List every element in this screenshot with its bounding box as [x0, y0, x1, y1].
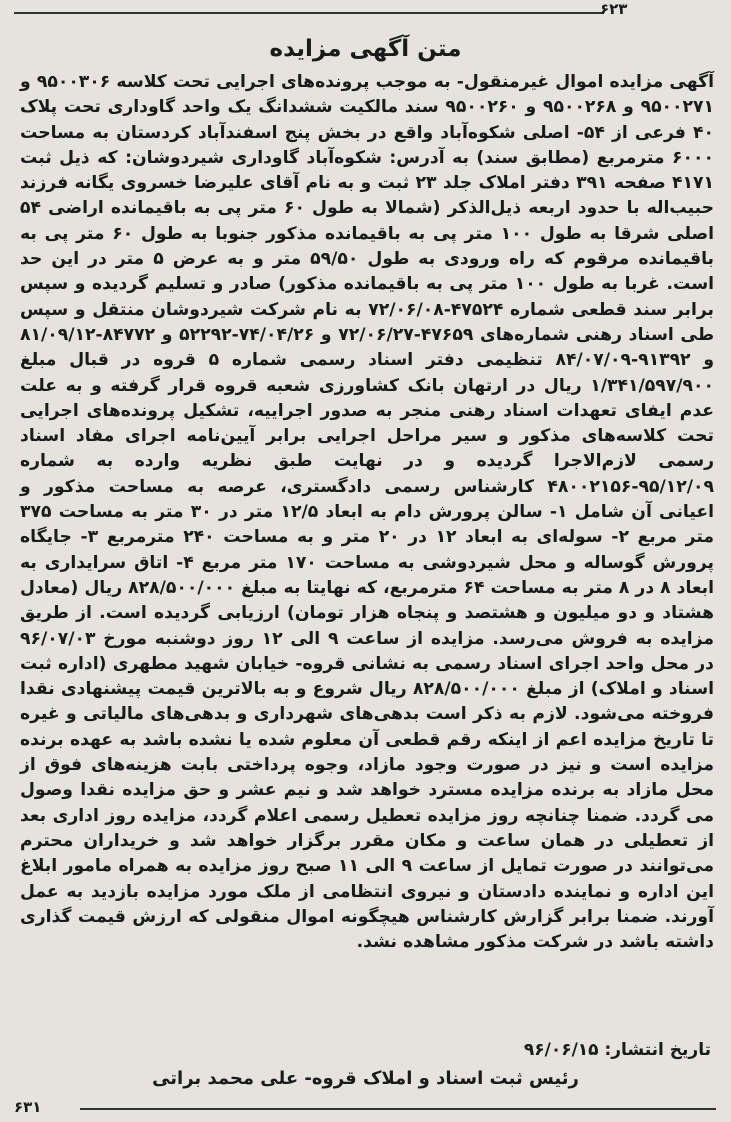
bottom-footer [0, 1098, 731, 1122]
signature-line: رئیس ثبت اسناد و املاک قروه- علی محمد براتی [152, 1068, 579, 1089]
notice-title: متن آگهی مزایده [269, 36, 462, 62]
top-header [0, 0, 731, 20]
top-divider [14, 12, 604, 14]
bottom-divider [80, 1108, 716, 1110]
publication-date: تاریخ انتشار: ۹۶/۰۶/۱۵ [523, 1040, 711, 1060]
notice-body: آگهی مزایده اموال غیرمنقول- به موجب پرونده‌های اجرایی تحت کلاسه ۹۵۰۰۳۰۶ و ۹۵۰۰۲۷۱ و ۹۵۰۰۲۶۸ و ۹۵۰۰۲۶۰ سند مالکیت ششدانگ یک واحد گاوداری تحت پلاک ۴۰ فرعی از ۵۴- اصلی شکوه‌آباد واقع در بخش پنج اسفندآباد کردستان به مساحت ۶۰۰۰ مترمربع (مطابق سند) به آدرس: شکوه‌آباد گاوداری شیردوشان: که ذیل ثبت ۴۱۷۱ صفحه ۳۹۱ دفتر املاک جلد ۲۳ ثبت و به نام آقای علیرضا خسروی یگانه فرزند حبیب‌اله با حدود اربعه ذیل‌الذکر (شمالا به طول ۶۰ متر پی به باقیمانده اراضی ۵۴ اصلی شرقا به طول ۱۰۰ متر پی به باقیمانده مذکور جنوبا به طول ۶۰ متر پی به باقیمانده مرقوم که راه ورودی به طول ۵۹/۵۰ متر و به عرض ۵ متر در این حد است. غربا به طول ۱۰۰ متر پی به باقیمانده مذکور) صادر و تسلیم گردیده و سپس برابر سند قطعی شماره ۴۷۵۲۴-۷۲/۰۶/۰۸ به نام شرکت شیردوشان منتقل و سپس طی اسناد رهنی شماره‌های ۴۷۶۵۹-۷۲/۰۶/۲۷ و ۷۴/۰۴/۲۶-۵۲۲۹۲ و ۸۴۷۷۲-۸۱/۰۹/۱۲ و ۹۱۳۹۲-۸۴/۰۷/۰۹ تنظیمی دفتر اسناد رسمی شماره ۵ قروه در قبال مبلغ ۱/۳۴۱/۵۹۷/۹۰۰ ریال در ارتهان بانک کشاورزی شعبه قروه قرار گرفته و به علت عدم ایفای تعهدات اسناد رهنی منجر به صدور اجراییه، تشکیل پرونده‌های اجرایی تحت کلاسه‌های مذکور و سیر مراحل اجرایی برابر آیین‌نامه اجرای مفاد اسناد رسمی لازم‌الاجرا گردیده و در نهایت طبق نظریه وارده به شماره ۹۵/۱۲/۰۹-۴۸۰۰۲۱۵۶ کارشناس رسمی دادگستری، عرصه به مساحت مذکور و اعیانی آن شامل ۱- سالن پرورش دام به ابعاد ۱۲/۵ متر در ۳۰ متر به مساحت ۳۷۵ متر مربع ۲- سوله‌ای به ابعاد ۱۲ در ۲۰ متر و به مساحت ۲۴۰ مترمربع ۳- جایگاه پرورش گوساله و محل شیردوشی به مساحت ۱۷۰ متر مربع ۴- اتاق سرایداری به ابعاد ۸ در ۸ متر به مساحت ۶۴ مترمربع، که نهایتا به مبلغ ۸۲۸/۵۰۰/۰۰۰ ریال (معادل هشتاد و دو میلیون و هشتصد و پنجاه هزار تومان) ارزیابی گردیده است. از طریق مزایده به فروش می‌رسد. مزایده از ساعت ۹ الی ۱۲ روز دوشنبه مورخ ۹۶/۰۷/۰۳ در محل واحد اجرای اسناد رسمی به نشانی قروه- خیابان شهید مطهری (اداره ثبت اسناد و املاک) از مبلغ ۸۲۸/۵۰۰/۰۰۰ ریال شروع و به بالاترین قیمت پیشنهادی نقدا فروخته می‌شود. لازم به ذکر است بدهی‌های شهرداری و بدهی‌های مالیاتی و غیره تا تاریخ مزایده اعم از اینکه رقم قطعی آن معلوم شده یا نشده باشد به عهده برنده مزایده است و نیز در صورت وجود مازاد، وجوه پرداختی بابت هزینه‌های فوق از محل مازاد به برنده مزایده مسترد خواهد شد و نیم عشر و حق مزایده نقدا وصول می گردد. ضمنا چنانچه روز مزایده تعطیل رسمی اعلام گردد، مزایده روز اداری بعد از تعطیلی در همان ساعت و مکان مقرر برگزار خواهد شد و خریداران محترم می‌توانند در صورت تمایل از ساعت ۹ الی ۱۱ صبح روز مزایده به همراه مامور ابلاغ این اداره و نماینده دادستان و نیروی انتظامی از ملک مورد مزایده بازدید به عمل آورند. ضمنا برابر گزارش کارشناس هیچگونه اموال منقولی که ارزش قیمت گذاری داشته باشد در شرکت مذکور مشاهده نشد. [20, 72, 715, 953]
top-page-number: ۶۲۳ [600, 0, 628, 18]
bottom-page-number: ۶۳۱ [14, 1098, 42, 1116]
